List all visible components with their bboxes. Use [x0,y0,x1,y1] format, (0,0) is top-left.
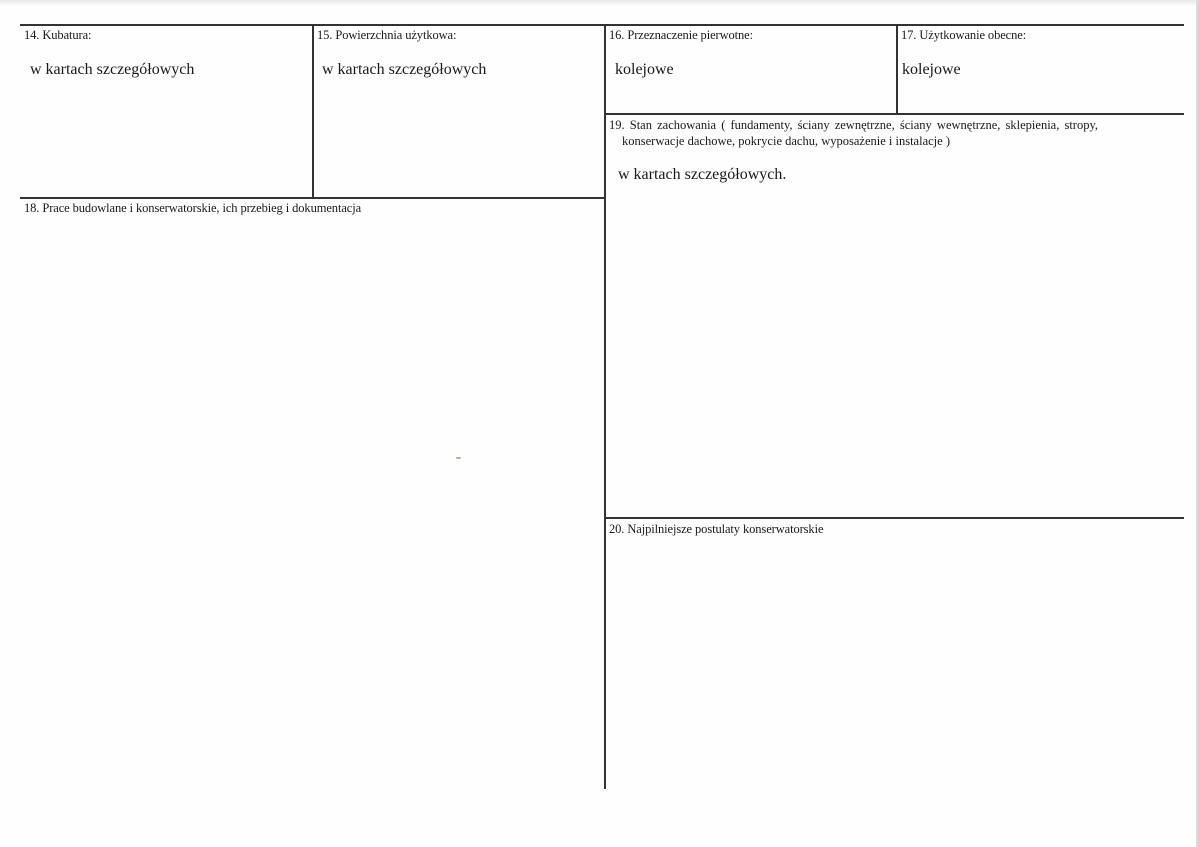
field-16-value: kolejowe [615,61,674,78]
field-14-value: w kartach szczegółowych [30,61,195,78]
center-divider [604,24,606,789]
scan-edge-top [0,0,1199,6]
field-19-value: w kartach szczegółowych. [618,166,787,183]
scan-speck [456,457,461,459]
field-15-value: w kartach szczegółowych [322,61,487,78]
field-16-label: 16. Przeznaczenie pierwotne: [609,28,754,42]
field-14-label: 14. Kubatura: [24,28,92,42]
field-18-label: 18. Prace budowlane i konserwatorskie, ich przebieg i dokumentacja [24,201,362,215]
field-19-label-line2: konserwacje dachowe, pokrycie dachu, wyposażenie i instalacje ) [622,134,950,148]
row1-bottom-left-line [20,197,606,199]
section20-top-line [605,517,1184,519]
divider-14-15 [312,24,314,197]
divider-16-17 [896,24,898,114]
row1-bottom-right-line [605,113,1184,115]
field-15-label: 15. Powierzchnia użytkowa: [317,28,457,42]
field-17-label: 17. Użytkowanie obecne: [901,28,1027,42]
field-17-value: kolejowe [902,61,961,78]
field-19-label-line1: 19. Stan zachowania ( fundamenty, ściany zewnętrzne, ściany wewnętrzne, sklepienia, stropy, [609,118,1099,132]
field-20-label: 20. Najpilniejsze postulaty konserwatorskie [609,522,824,536]
top-border-line [20,24,1184,26]
field-19-label [609,117,1098,149]
